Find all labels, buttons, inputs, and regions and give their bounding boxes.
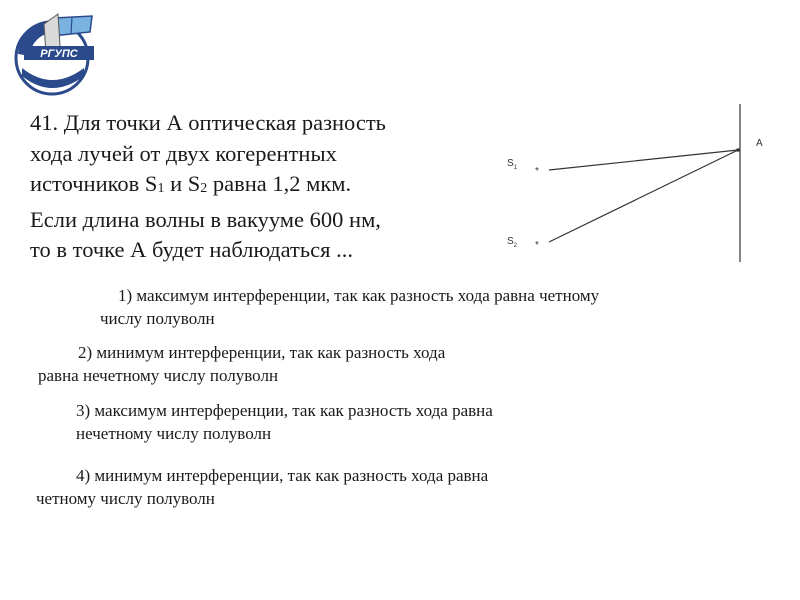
source-1-marker: * — [535, 166, 539, 177]
university-logo — [6, 6, 98, 96]
logo-text: РГУПС — [40, 48, 78, 60]
answer-3-line-1: 3) максимум интерференции, так как разность хода равна — [76, 401, 493, 420]
answer-option-2[interactable] — [38, 341, 446, 387]
answer-4-line-2: четному числу полуволн — [36, 489, 215, 508]
source-2-marker: * — [535, 240, 539, 251]
subscript-1: 1 — [157, 181, 165, 196]
answer-3-line-2: нечетному числу полуволн — [76, 424, 272, 443]
answer-4-line-1: 4) минимум интерференции, так как разность хода равна — [76, 466, 489, 485]
question-line-2: хода лучей от двух когерентных — [30, 140, 337, 166]
question-line-3: источников $S_1$ и $S_2$ равна 1,2 мкм. — [30, 171, 352, 196]
answer-1-line-2: числу полуволн — [100, 309, 215, 328]
answer-2-line-1: 2) минимум интерференции, так как разность хода — [78, 343, 446, 362]
answer-1-line-1: 1) максимум интерференции, так как разность хода равна четному — [118, 286, 600, 305]
answer-option-1[interactable] — [100, 284, 600, 330]
question-line-5: то в точке А будет наблюдаться ... — [30, 237, 353, 262]
question-line-1: 41. Для точки А оптическая разность — [30, 110, 386, 135]
source-2-label: $S_2$ — [507, 236, 518, 249]
answer-option-4[interactable] — [36, 464, 489, 510]
answer-2-line-2: равна нечетному числу полуволн — [38, 366, 279, 385]
point-a-label: А — [756, 138, 763, 149]
point-a — [736, 148, 740, 152]
subscript-2: 2 — [200, 181, 208, 196]
source-1-label: $S_1$ — [507, 158, 518, 171]
question-line-4: Если длина волны в вакууме 600 нм, — [30, 206, 381, 232]
interference-diagram — [495, 100, 785, 270]
question-text — [30, 108, 480, 266]
answer-option-3[interactable] — [76, 399, 493, 445]
ray-1 — [549, 150, 738, 170]
ray-2 — [549, 150, 738, 242]
